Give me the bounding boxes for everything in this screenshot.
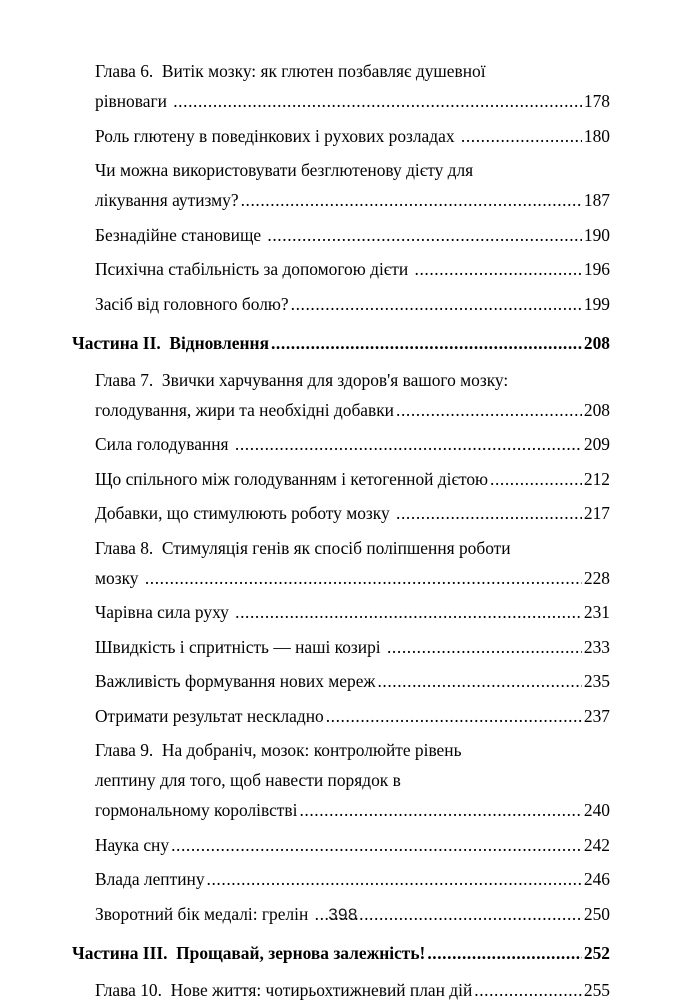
toc-entry-title: лікування аутизму? <box>95 190 239 210</box>
toc-chapter-entry[interactable] <box>72 701 610 731</box>
toc-entry-title: Безнадійне становище <box>95 224 266 245</box>
toc-entry-title: мозку <box>95 567 143 588</box>
dot-leader <box>267 220 582 250</box>
table-of-contents-list <box>72 56 610 1005</box>
toc-page-number: 209 <box>583 434 610 454</box>
dot-leader <box>299 795 581 825</box>
toc-entry-leader-row <box>95 864 610 894</box>
toc-entry-title: Глава 10. Нове життя: чотирьохтижневий план дій <box>95 979 473 1000</box>
dot-leader <box>387 632 582 662</box>
toc-entry-title: рівноваги <box>95 91 172 111</box>
toc-entry-title: Роль глютену в поведінкових і рухових розладах <box>95 125 459 146</box>
toc-chapter-entry[interactable] <box>72 597 610 627</box>
toc-page-number: 217 <box>583 503 610 523</box>
toc-page-number: 231 <box>583 602 610 622</box>
toc-entry-leader-row <box>95 701 610 731</box>
toc-entry-leader-row <box>95 254 610 284</box>
toc-page-number: 242 <box>583 834 610 855</box>
toc-entry-line: Глава 9. На добраніч, мозок: контролюйте рівень <box>95 740 462 760</box>
toc-entry-line: Глава 7. Звички харчування для здоров'я вашого мозку: <box>95 369 509 390</box>
toc-entry-line: Глава 8. Стимуляція генів як спосіб поліпшення роботи <box>95 537 511 558</box>
toc-entry-title: Частина III. Прощавай, зернова залежність! <box>72 942 426 963</box>
toc-page-number: 252 <box>583 942 610 963</box>
toc-page-number: 237 <box>583 705 610 726</box>
toc-entry-title: Швидкість і спритність — наші козирі <box>95 636 385 657</box>
toc-chapter-entry[interactable] <box>72 864 610 894</box>
dot-leader <box>241 185 582 215</box>
dot-leader <box>326 701 582 731</box>
toc-entry-leader-row <box>95 121 610 151</box>
toc-page-number: 199 <box>583 293 610 314</box>
toc-chapter-entry[interactable] <box>72 220 610 250</box>
toc-entry-leader-row <box>95 395 610 425</box>
toc-entry-leader-row <box>95 185 610 215</box>
toc-chapter-entry[interactable] <box>72 830 610 860</box>
toc-page-number: 235 <box>583 671 610 691</box>
toc-chapter-entry[interactable] <box>72 56 610 116</box>
toc-chapter-entry[interactable] <box>72 498 610 528</box>
toc-page-number: 250 <box>583 903 610 924</box>
toc-chapter-entry[interactable] <box>72 254 610 284</box>
dot-leader <box>377 666 581 696</box>
toc-page-number: 233 <box>583 636 610 657</box>
dot-leader <box>291 289 582 319</box>
dot-leader <box>145 563 582 593</box>
toc-entry-leader-row <box>95 975 610 1005</box>
toc-chapter-entry[interactable] <box>72 533 610 593</box>
toc-chapter-entry[interactable] <box>72 155 610 215</box>
toc-entry-title: Добавки, що стимулюють роботу мозку <box>95 503 395 523</box>
toc-entry-title: Що спільного між голодуванням і кетогенной дієтою <box>95 468 489 489</box>
dot-leader <box>173 86 582 116</box>
dot-leader <box>171 830 582 860</box>
toc-entry-title: Наука сну <box>95 834 170 855</box>
toc-entry-line: Глава 6. Витік мозку: як глютен позбавляє душевної <box>95 61 486 81</box>
toc-entry-leader-row <box>95 597 610 627</box>
toc-entry-leader-row <box>72 938 610 968</box>
dot-leader <box>235 429 582 459</box>
toc-page-number: 190 <box>583 224 610 245</box>
dot-leader <box>415 254 582 284</box>
toc-entry-title: гормональному королівстві <box>95 800 298 820</box>
toc-page-number: 255 <box>583 979 610 1000</box>
toc-chapter-entry[interactable] <box>72 365 610 425</box>
toc-entry-title: Отримати результат нескладно <box>95 705 324 726</box>
toc-page-number: 208 <box>583 399 610 420</box>
dot-leader <box>427 938 582 968</box>
toc-entry-leader-row <box>95 220 610 250</box>
toc-chapter-entry[interactable] <box>72 632 610 662</box>
dot-leader <box>461 121 582 151</box>
page-folio: 398 <box>328 905 358 924</box>
dot-leader <box>271 328 582 358</box>
toc-chapter-entry[interactable] <box>72 666 610 696</box>
toc-page-number: 228 <box>583 567 610 588</box>
toc-entry-title: Сила голодування <box>95 434 233 454</box>
toc-part-entry[interactable] <box>72 328 610 358</box>
toc-chapter-entry[interactable] <box>72 289 610 319</box>
toc-page-number: 178 <box>583 91 610 111</box>
toc-entry-leader-row <box>95 795 610 825</box>
toc-entry-line: лептину для того, щоб навести порядок в <box>95 770 401 790</box>
dot-leader <box>207 864 582 894</box>
toc-entry-leader-row <box>95 666 610 696</box>
toc-entry-leader-row <box>95 830 610 860</box>
toc-entry-title: Зворотний бік медалі: грелін <box>95 903 313 924</box>
toc-page-number: 240 <box>583 800 610 820</box>
dot-leader <box>396 498 582 528</box>
toc-entry-leader-row <box>95 632 610 662</box>
toc-entry-title: Важливість формування нових мереж <box>95 671 376 691</box>
toc-entry-title: Частина II. Відновлення <box>72 332 269 353</box>
toc-page-number: 212 <box>583 468 610 489</box>
toc-entry-line: Чи можна використовувати безглютенову дієту для <box>95 160 474 180</box>
toc-chapter-entry[interactable] <box>72 429 610 459</box>
toc-page-number: 187 <box>583 190 610 210</box>
toc-page-number: 246 <box>583 869 610 889</box>
toc-chapter-entry[interactable] <box>72 464 610 494</box>
toc-entry-title: Чарівна сила руху <box>95 602 234 622</box>
toc-chapter-entry[interactable] <box>72 735 610 825</box>
toc-entry-leader-row <box>95 563 610 593</box>
toc-entry-leader-row <box>95 464 610 494</box>
toc-entry-title: Влада лептину <box>95 869 205 889</box>
toc-page-number: 196 <box>583 259 610 279</box>
toc-entry-leader-row <box>95 498 610 528</box>
dot-leader <box>396 395 582 425</box>
toc-entry-title: Засіб від головного болю? <box>95 293 289 314</box>
dot-leader <box>235 597 582 627</box>
toc-part-entry[interactable] <box>72 938 610 968</box>
dot-leader <box>490 464 582 494</box>
toc-entry-leader-row <box>95 289 610 319</box>
dot-leader <box>474 975 582 1005</box>
toc-chapter-entry[interactable] <box>72 975 610 1005</box>
toc-page-number: 208 <box>583 332 610 353</box>
toc-entry-leader-row <box>95 429 610 459</box>
toc-entry-title: Психічна стабільність за допомогою дієти <box>95 259 413 279</box>
toc-chapter-entry[interactable] <box>72 121 610 151</box>
toc-entry-leader-row <box>72 328 610 358</box>
toc-entry-title: голодування, жири та необхідні добавки <box>95 399 394 420</box>
toc-entry-leader-row <box>95 86 610 116</box>
toc-page-number: 180 <box>583 125 610 146</box>
